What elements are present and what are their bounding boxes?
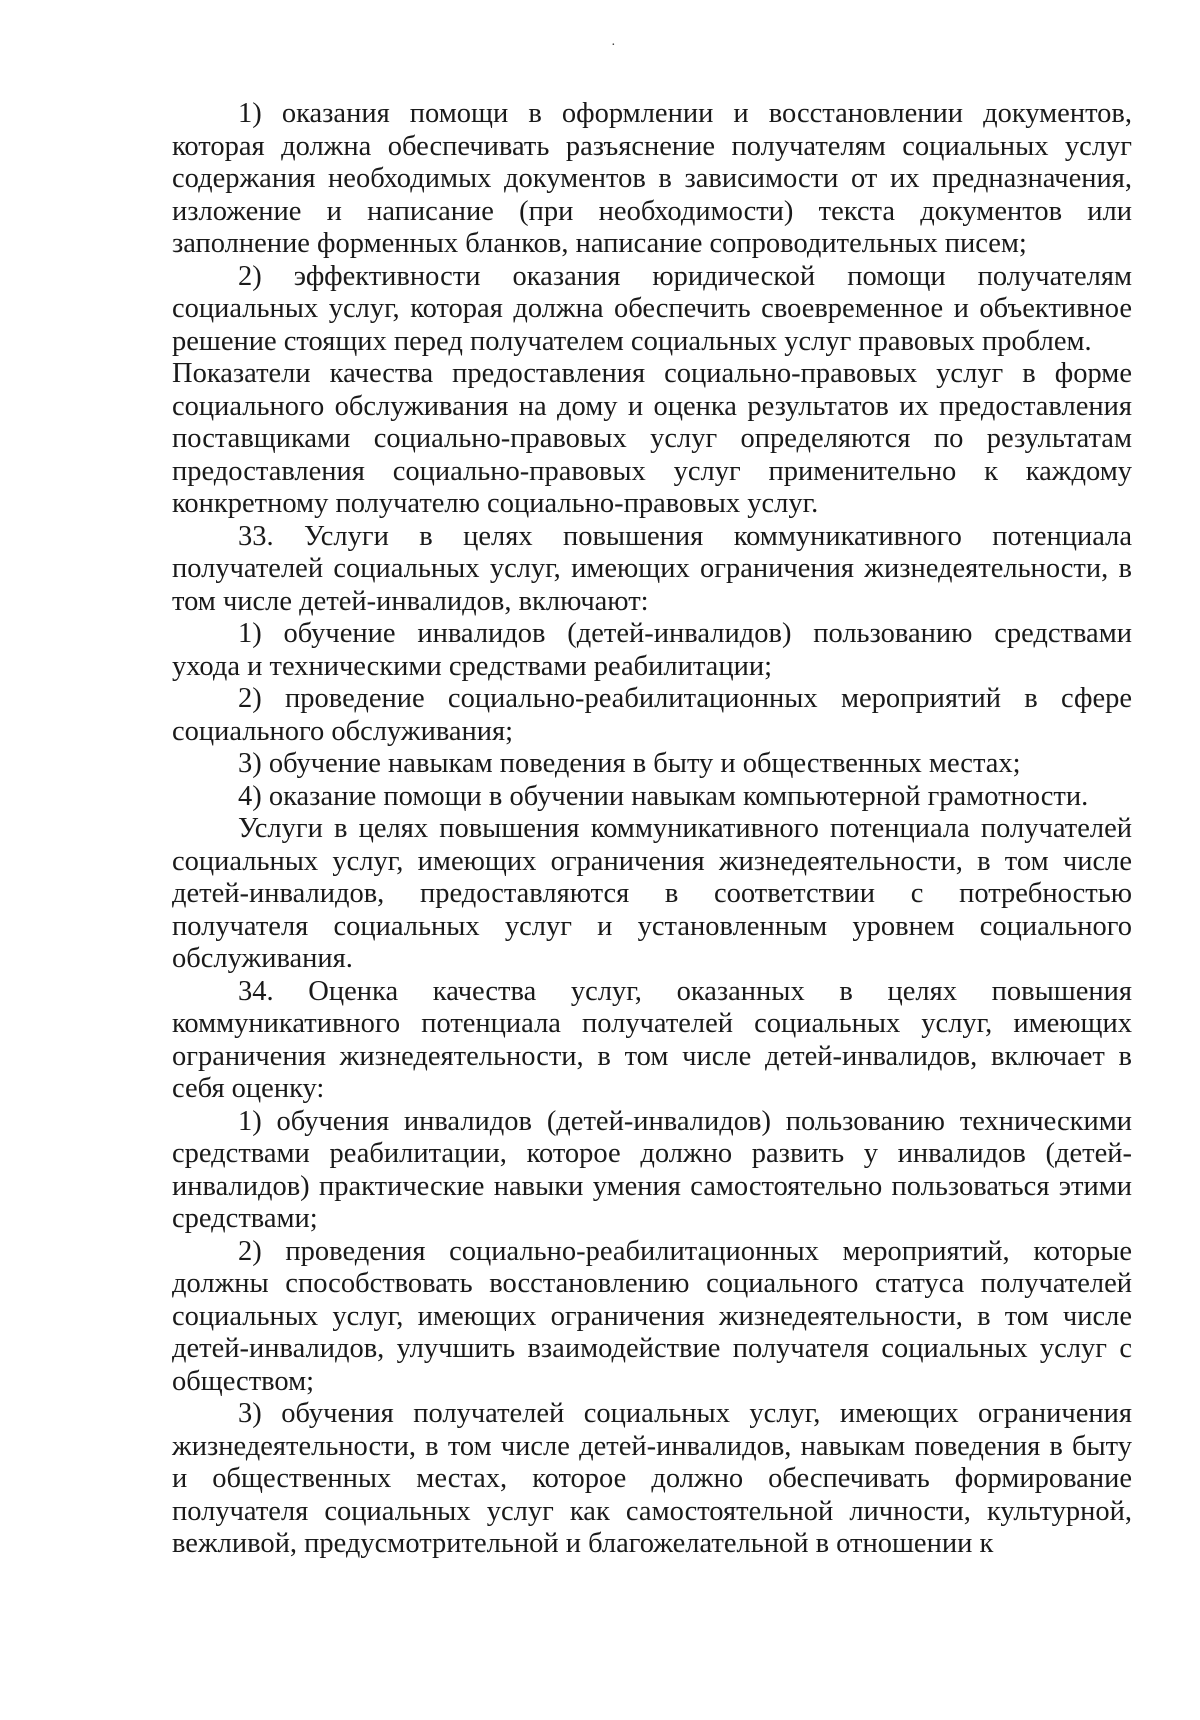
paragraph-33-item-3: 3) обучение навыкам поведения в быту и общественных местах; <box>238 748 1021 779</box>
paragraph-quality-indicators: Показатели качества предоставления социально-правовых услуг в форме социального обслуживания на дому и оценка результатов их предоставления поставщиками социально-правовых услуг определяются по результатам предоставления социально-правовых услуг применительно к каждому конкретному получателю социально-правовых услуг. <box>172 358 1132 519</box>
paragraph-section-34: 34. Оценка качества услуг, оказанных в целях повышения коммуникативного потенциала получателей социальных услуг, имеющих ограничения жизнедеятельности, в том числе детей-инвалидов, включает в себя оценку: <box>172 975 1132 1104</box>
paragraph-33-item-2: 2) проведение социально-реабилитационных мероприятий в сфере социального обслуживания; <box>172 683 1132 747</box>
scan-mark: · <box>611 38 616 53</box>
paragraph-services-provision: Услуги в целях повышения коммуникативного потенциала получателей социальных услуг, имеющих ограничения жизнедеятельности, в том числе детей-инвалидов, предоставляются в соответствии с потребностью получателя социальных услуг и установленным уровнем социального обслуживания. <box>172 813 1132 974</box>
paragraph-item-2-legal-aid: 2) эффективности оказания юридической помощи получателям социальных услуг, которая должна обеспечить своевременное и объективное решение стоящих перед получателем социальных услуг правовых проблем. <box>172 260 1132 357</box>
paragraph-33-item-1: 1) обучение инвалидов (детей-инвалидов) пользованию средствами ухода и техническими средствами реабилитации; <box>172 618 1132 682</box>
paragraph-item-1-document-assistance: 1) оказания помощи в оформлении и восстановлении документов, которая должна обеспечивать разъяснение получателям социальных услуг содержания необходимых документов в зависимости от их предназначения, изложение и написание (при необходимости) текста документов или заполнение форменных бланков, написание сопроводительных писем; <box>172 98 1132 259</box>
paragraph-33-item-4: 4) оказание помощи в обучении навыкам компьютерной грамотности. <box>238 780 1089 812</box>
paragraph-34-item-2: 2) проведения социально-реабилитационных мероприятий, которые должны способствовать восстановлению социального статуса получателей социальных услуг, имеющих ограничения жизнедеятельности, в том числе детей-инвалидов, улучшить взаимодействие получателя социальных услуг с обществом; <box>172 1235 1132 1397</box>
paragraph-34-item-3: 3) обучения получателей социальных услуг, имеющих ограничения жизнедеятельности, в том числе детей-инвалидов, навыкам поведения в быту и общественных местах, которое должно обеспечивать формирование получателя социальных услуг как самостоятельной личности, культурной, вежливой, предусмотрительной и благожелательной в отношении к <box>172 1398 1132 1559</box>
paragraph-section-33: 33. Услуги в целях повышения коммуникативного потенциала получателей социальных услуг, имеющих ограничения жизнедеятельности, в том числе детей-инвалидов, включают: <box>172 520 1132 617</box>
document-body <box>172 98 1132 1561</box>
paragraph-34-item-1: 1) обучения инвалидов (детей-инвалидов) пользованию техническими средствами реабилитации, которое должно развить у инвалидов (детей-инвалидов) практические навыки умения самостоятельно пользоваться этими средствами; <box>172 1105 1132 1234</box>
